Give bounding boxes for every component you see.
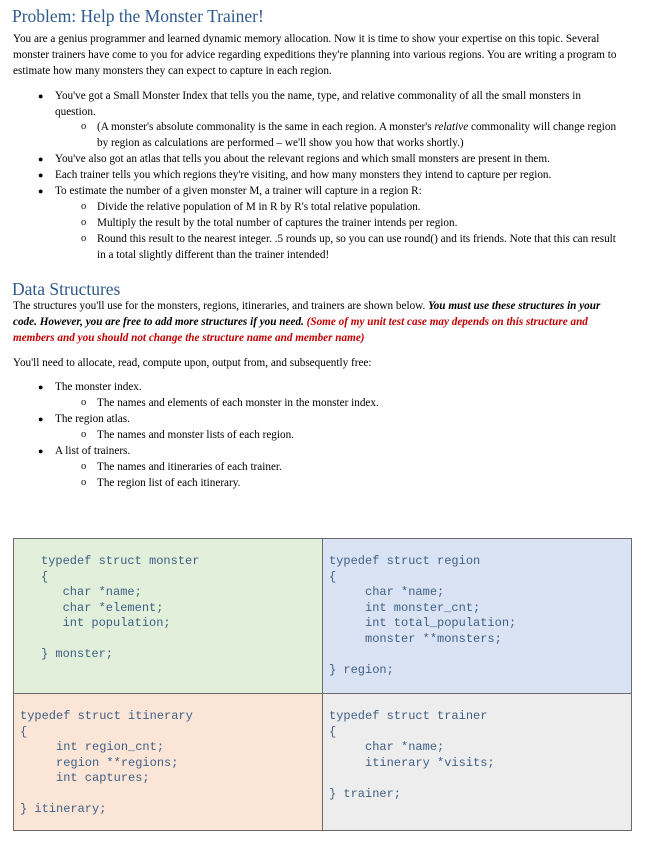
list-region-atlas-sub: o The names and monster lists of each region.	[81, 429, 294, 441]
bullet-circle-icon: o	[81, 121, 87, 132]
region-struct-box	[322, 538, 632, 694]
bullet-circle-icon: o	[81, 461, 87, 472]
sub-bullet-divide: o Divide the relative population of M in R by R's total relative population.	[81, 201, 421, 213]
bullet-circle-icon: o	[81, 397, 87, 408]
itinerary-struct-code: typedef struct itinerary { int region_cnt; region **regions; int captures; } itinerary;	[20, 709, 193, 816]
list-trainers-sub-1: o The names and itineraries of each trainer.	[81, 461, 282, 473]
monster-struct-box	[13, 538, 323, 694]
bullet-circle-icon: o	[81, 201, 87, 212]
bullet-dot-icon: ●	[38, 382, 44, 392]
list-monster-index: ● The monster index.	[55, 380, 615, 396]
bullet-circle-icon: o	[81, 429, 87, 440]
sub-bullet-round: o Round this result to the nearest integer. .5 rounds up, so you can use round() and its friends. Note that this can result in a total slightly different than the trainer intended!	[81, 233, 616, 261]
bullet-atlas: ● You've also got an atlas that tells you about the relevant regions and which small monsters are present in them.	[55, 152, 625, 168]
bullet-estimate: ● To estimate the number of a given monster M, a trainer will capture in a region R:	[55, 184, 625, 200]
list-trainers: ● A list of trainers.	[55, 444, 615, 460]
problem-intro: You are a genius programmer and learned dynamic memory allocation. Now it is time to show your expertise on this topic. Several monster trainers have come to you for advice regarding expeditions they're planning into various regions. You are writing a program to estimate how many monsters they can expect to capture in each region.	[13, 33, 617, 77]
sub-bullet-multiply: o Multiply the result by the total number of captures the trainer intends per region.	[81, 217, 458, 229]
bullet-circle-icon: o	[81, 217, 87, 228]
bullet-dot-icon: ●	[38, 414, 44, 424]
bullet-dot-icon: ●	[38, 186, 44, 196]
problem-heading: Problem: Help the Monster Trainer!	[12, 6, 264, 26]
bullet-dot-icon: ●	[38, 91, 44, 101]
bullet-trainer-regions: ● Each trainer tells you which regions they're visiting, and how many monsters they intend to capture per region.	[55, 168, 625, 184]
bullet-dot-icon: ●	[38, 446, 44, 456]
list-monster-index-sub: o The names and elements of each monster in the monster index.	[81, 397, 379, 409]
bullet-monster-index: ● You've got a Small Monster Index that tells you the name, type, and relative commonality of all the small monsters in question.	[38, 90, 581, 118]
bullet-dot-icon: ●	[38, 154, 44, 164]
list-trainers-sub-2: o The region list of each itinerary.	[81, 477, 241, 489]
bullet-circle-icon: o	[81, 477, 87, 488]
bullet-dot-icon: ●	[38, 170, 44, 180]
itinerary-struct-box	[13, 693, 323, 831]
sub-bullet-commonality: o (A monster's absolute commonality is the same in each region. A monster's relative commonality will change region by region as calculations are performed – we'll show you how that works shortly.)	[81, 121, 617, 149]
data-structures-intro: The structures you'll use for the monsters, regions, itineraries, and trainers are shown below. You must use these structures in your code. However, you are free to add more structures if you need. (Some of my unit test case may depends on this structure and members and you should not change the structure name and member name)	[13, 300, 601, 344]
list-region-atlas: ● The region atlas.	[55, 412, 615, 428]
bullet-circle-icon: o	[81, 233, 87, 244]
region-struct-code: typedef struct region { char *name; int monster_cnt; int total_population; monster **monsters; } region;	[329, 554, 517, 677]
trainer-struct-code: typedef struct trainer { char *name; itinerary *visits; } trainer;	[329, 709, 495, 801]
todo-line: You'll need to allocate, read, compute upon, output from, and subsequently free:	[13, 357, 372, 369]
data-structures-heading: Data Structures	[12, 279, 121, 299]
trainer-struct-box	[322, 693, 632, 831]
monster-struct-code: typedef struct monster { char *name; char *element; int population; } monster;	[41, 554, 200, 661]
